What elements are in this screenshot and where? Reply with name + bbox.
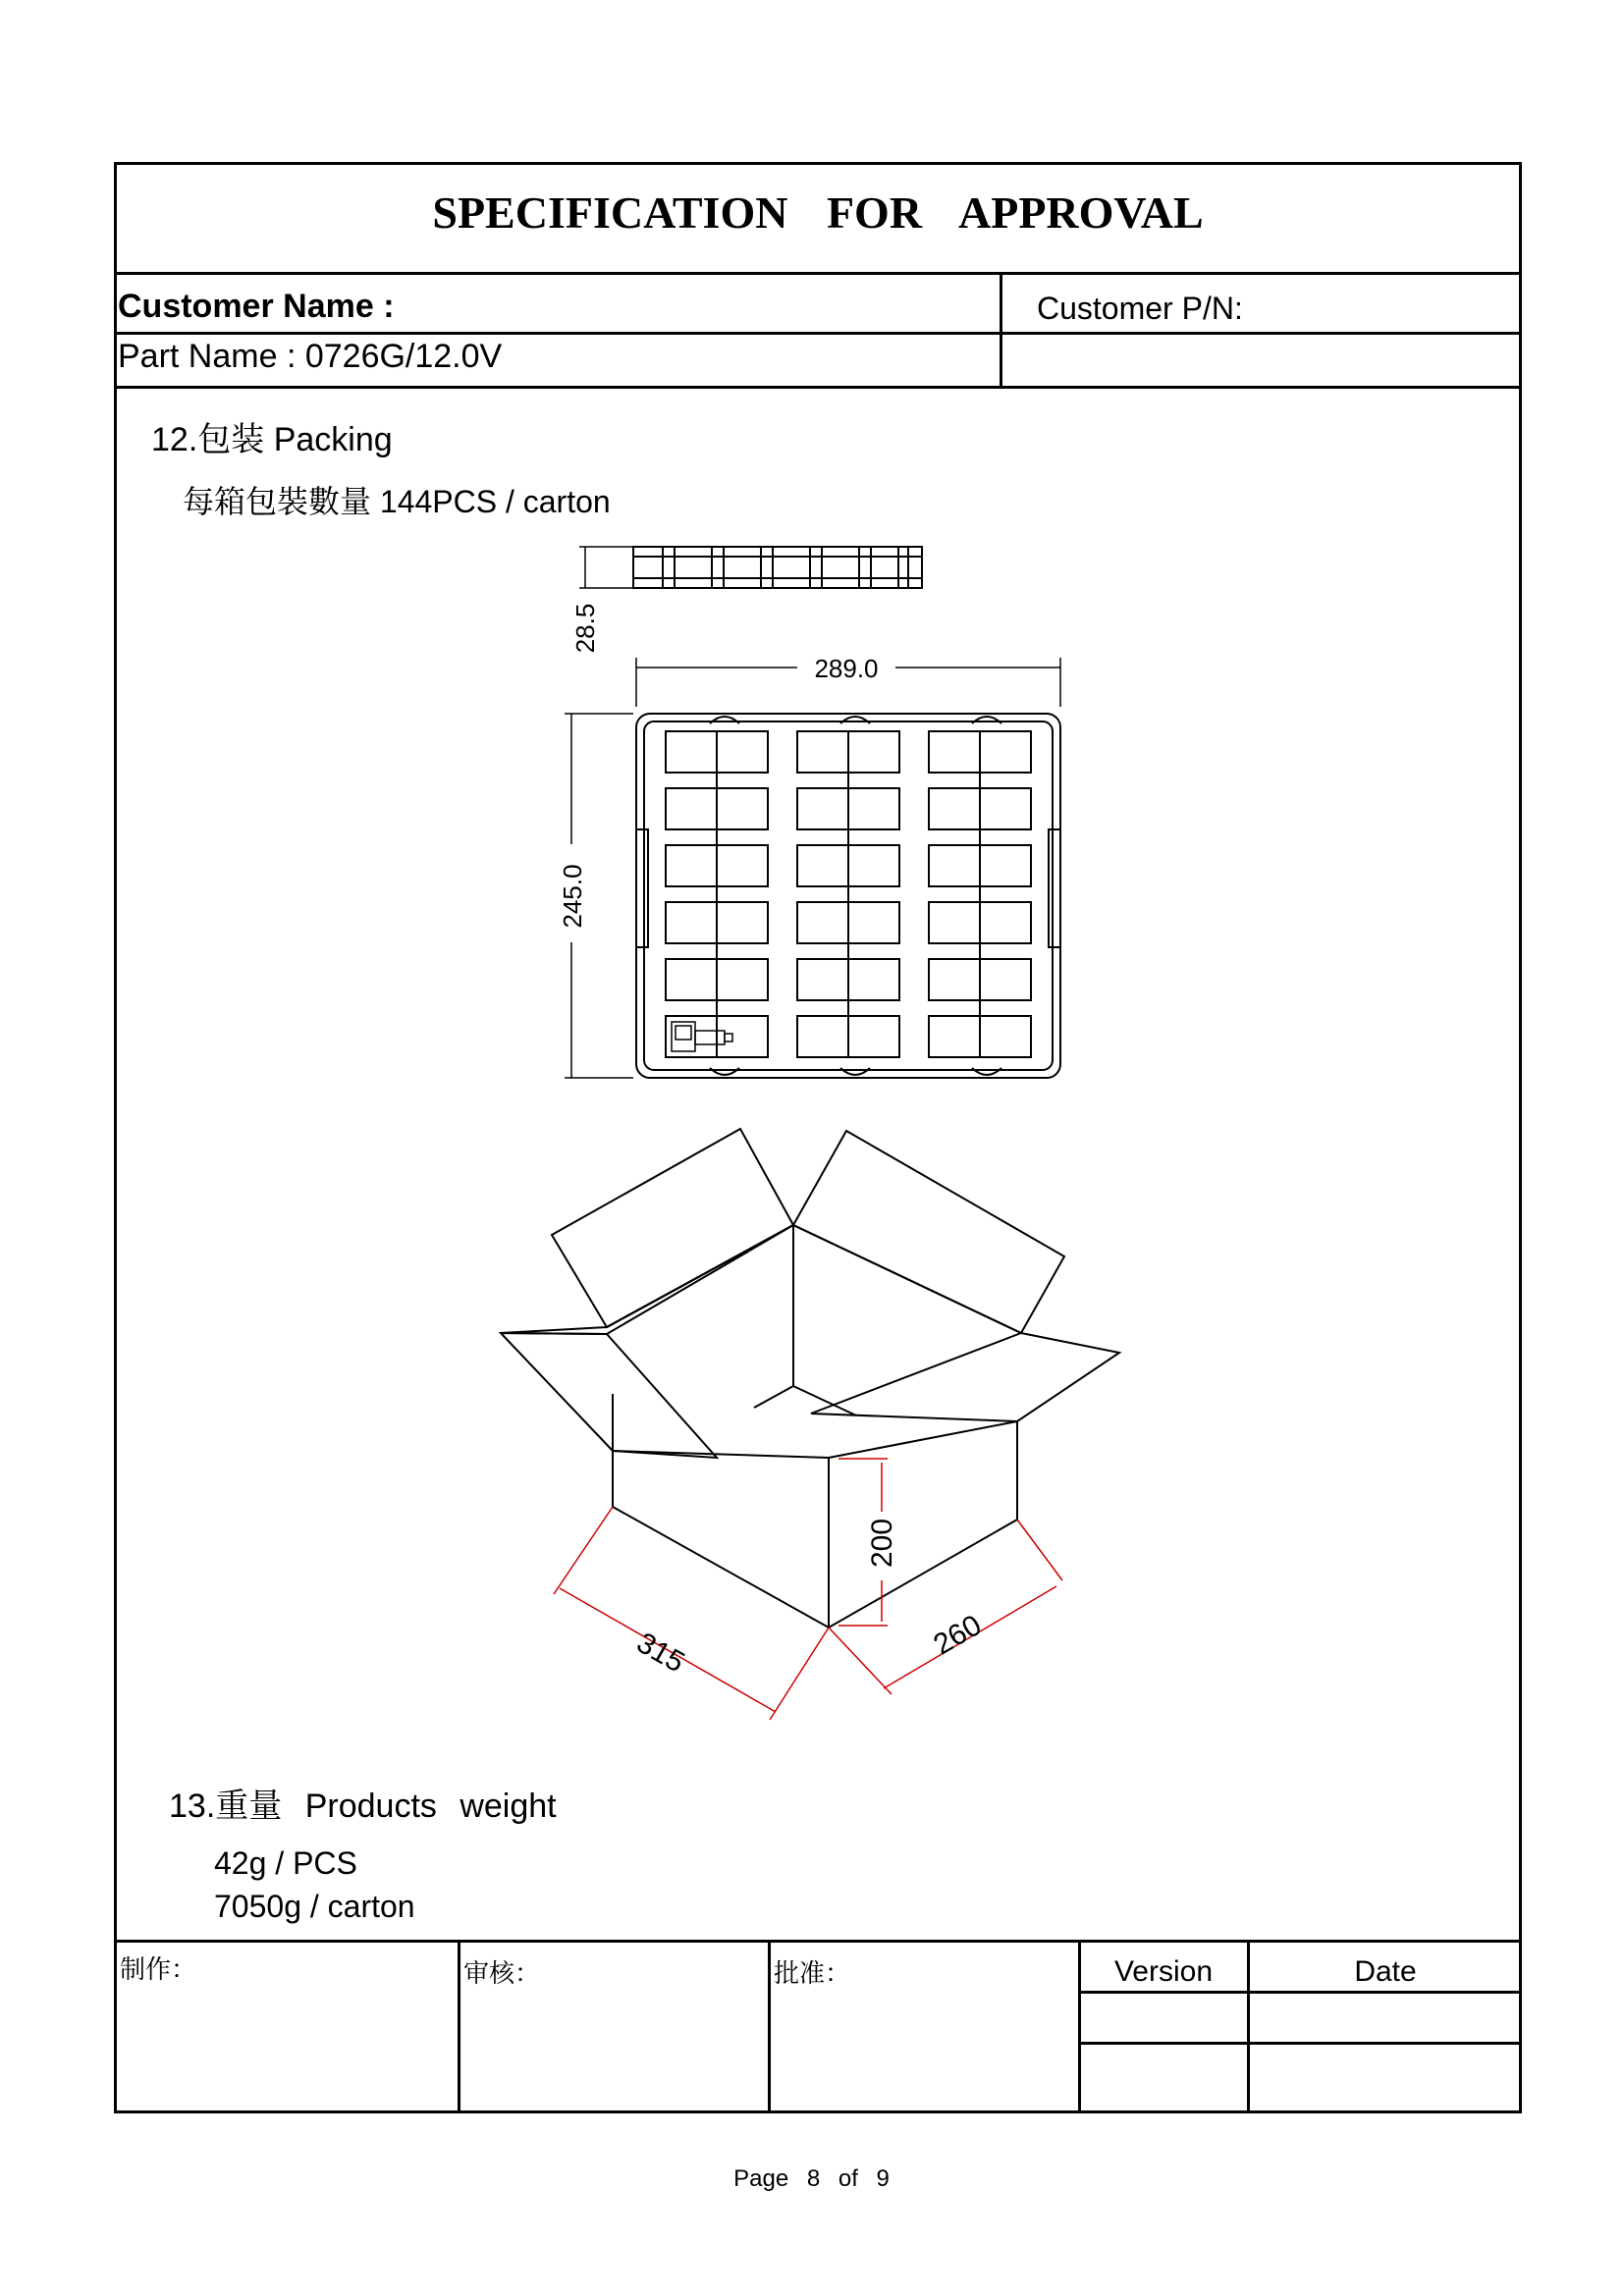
carton-width-label: 260 (928, 1608, 988, 1662)
tray-height-dimension (579, 547, 633, 588)
reviewed-by-label: 审核： (463, 1958, 541, 1988)
footer-divider-2 (768, 1940, 771, 2113)
page-number: Page 8 of 9 (733, 2165, 890, 2192)
header-column-divider (1000, 272, 1002, 388)
customer-pn-label: Customer P/N: (1037, 291, 1243, 326)
tray-pockets (666, 731, 1031, 1057)
title-divider (114, 272, 1522, 275)
tray-side-view (633, 547, 922, 588)
product-sample (672, 1022, 732, 1051)
weight-heading: 13.重量 Products weight (169, 1788, 557, 1825)
document-title: SPECIFICATION FOR APPROVAL (432, 187, 1204, 238)
tray-drawing (550, 535, 1090, 1085)
carton-outline (501, 1129, 1119, 1628)
customer-row-divider (114, 332, 1522, 335)
part-row-divider (114, 386, 1522, 389)
date-header: Date (1354, 1955, 1417, 1988)
weight-per-piece: 42g / PCS (214, 1845, 357, 1881)
tray-depth-label: 245.0 (558, 864, 587, 929)
approved-by-label: 批准： (774, 1958, 851, 1988)
weight-per-carton: 7050g / carton (214, 1889, 415, 1924)
carton-length-label: 315 (630, 1626, 690, 1680)
version-header: Version (1113, 1955, 1214, 1988)
carton-drawing (491, 1119, 1129, 1747)
packing-quantity: 每箱包裝數量 144PCS / carton (183, 484, 611, 519)
tray-width-label: 289.0 (814, 654, 879, 683)
footer-row-2 (1078, 2042, 1522, 2045)
carton-height-label: 200 (866, 1518, 898, 1569)
footer-divider-1 (458, 1940, 460, 2113)
part-name: Part Name : 0726G/12.0V (118, 338, 503, 375)
footer-table-top (114, 1940, 1522, 1943)
customer-name-label: Customer Name : (118, 288, 395, 325)
tray-height-label: 28.5 (570, 603, 600, 654)
footer-row-1 (1078, 1991, 1522, 1994)
carton-dimensions (554, 1459, 1062, 1720)
made-by-label: 制作： (120, 1954, 197, 1984)
packing-heading: 12.包装 Packing (151, 421, 393, 458)
